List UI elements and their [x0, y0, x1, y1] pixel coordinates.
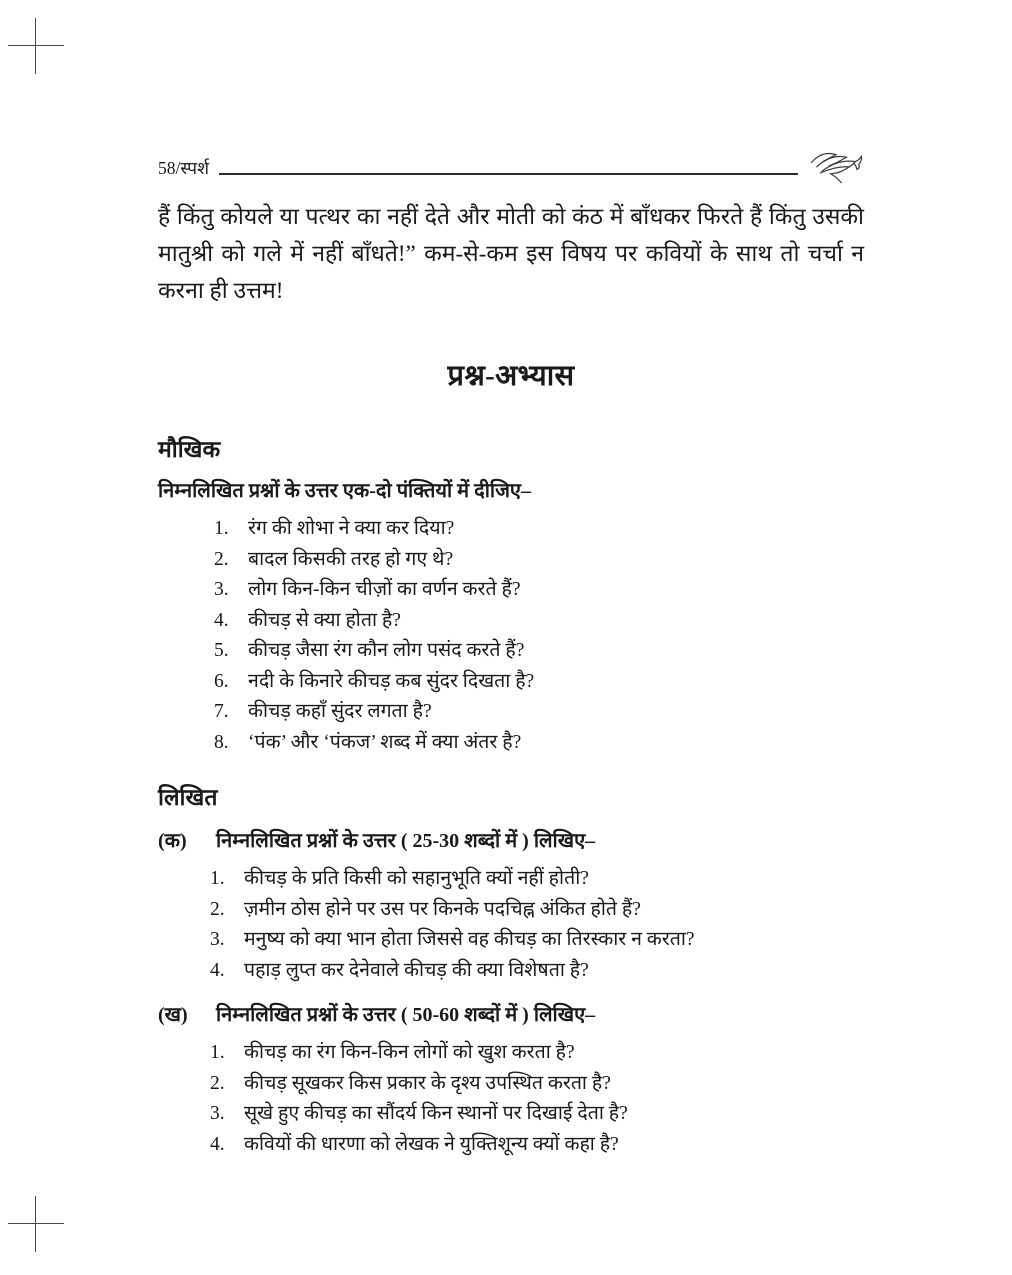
- flying-bird-ornament-icon: [808, 146, 864, 186]
- question-number: 6.: [214, 670, 229, 692]
- written-section-heading: लिखित: [158, 785, 218, 810]
- written-part-ka-instruction-row: [158, 826, 864, 856]
- question-item: [158, 925, 864, 956]
- question-item: [158, 728, 864, 759]
- page-number-label: 58/स्पर्श: [158, 158, 210, 178]
- question-text: ज़मीन ठोस होने पर उस पर किनके पदचिह्न अंकित होते हैं?: [244, 898, 641, 920]
- oral-section-heading: मौखिक: [158, 437, 221, 462]
- written-part-ka-question-list: [158, 864, 864, 986]
- crop-mark-bottom-left: [8, 1196, 64, 1252]
- question-text: नदी के किनारे कीचड़ कब सुंदर दिखता है?: [248, 670, 535, 692]
- question-text: कीचड़ कहाँ सुंदर लगता है?: [248, 701, 432, 722]
- part-label: (ख): [158, 1004, 188, 1026]
- question-number: 3.: [214, 579, 229, 600]
- question-number: 8.: [214, 731, 229, 753]
- question-number: 4.: [210, 959, 225, 981]
- question-item: [158, 1069, 864, 1100]
- question-number: 2.: [210, 1072, 225, 1094]
- exercise-title: प्रश्न-अभ्यास: [447, 360, 575, 392]
- question-text: ‘पंक’ और ‘पंकज’ शब्द में क्या अंतर है?: [248, 731, 522, 753]
- question-number: 2.: [210, 898, 225, 920]
- question-number: 2.: [214, 548, 229, 570]
- page-header: [158, 146, 864, 182]
- question-text: कीचड़ के प्रति किसी को सहानुभूति क्यों नहीं होती?: [244, 868, 589, 889]
- oral-instruction: निम्नलिखित प्रश्नों के उत्तर एक-दो पंक्तियों में दीजिए–: [158, 480, 531, 502]
- question-item: [158, 956, 864, 987]
- question-number: 4.: [214, 609, 229, 631]
- part-instruction: निम्नलिखित प्रश्नों के उत्तर ( 50-60 शब्दों में ) लिखिए–: [216, 1004, 596, 1026]
- question-number: 5.: [214, 640, 229, 661]
- question-number: 1.: [210, 1042, 225, 1063]
- question-number: 7.: [214, 701, 229, 722]
- written-part-kha-instruction-row: [158, 1000, 864, 1030]
- question-item: [158, 636, 864, 667]
- question-text: कीचड़ से क्या होता है?: [248, 609, 401, 631]
- question-text: कीचड़ सूखकर किस प्रकार के दृश्य उपस्थित करता है?: [244, 1072, 611, 1094]
- question-text: कवियों की धारणा को लेखक ने युक्तिशून्य क्यों कहा है?: [244, 1133, 619, 1155]
- question-number: 1.: [214, 518, 229, 539]
- question-item: [158, 606, 864, 637]
- question-text: रंग की शोभा ने क्या कर दिया?: [248, 518, 455, 539]
- question-text: सूखे हुए कीचड़ का सौंदर्य किन स्थानों पर दिखाई देता है?: [244, 1103, 628, 1124]
- part-label: (क): [158, 830, 187, 852]
- question-item: [158, 667, 864, 698]
- part-instruction: निम्नलिखित प्रश्नों के उत्तर ( 25-30 शब्दों में ) लिखिए–: [216, 830, 596, 852]
- question-item: [158, 1099, 864, 1130]
- question-number: 3.: [210, 1103, 225, 1124]
- question-item: [158, 575, 864, 606]
- question-number: 4.: [210, 1133, 225, 1155]
- question-item: [158, 697, 864, 728]
- question-text: कीचड़ जैसा रंग कौन लोग पसंद करते हैं?: [248, 640, 525, 661]
- crop-mark-top-left: [8, 18, 64, 74]
- question-text: बादल किसकी तरह हो गए थे?: [248, 548, 454, 570]
- question-item: [158, 545, 864, 576]
- header-rule: [219, 173, 798, 175]
- page-content: [158, 146, 864, 1170]
- question-item: [158, 864, 864, 895]
- question-item: [158, 1038, 864, 1069]
- question-text: लोग किन-किन चीज़ों का वर्णन करते हैं?: [248, 579, 521, 600]
- intro-paragraph: हैं किंतु कोयले या पत्थर का नहीं देते और मोती को कंठ में बाँधकर फिरते हैं किंतु उसकी मातुश्री को गले में नहीं बाँधते!” कम-से-कम इस विषय पर कवियों के साथ तो चर्चा न करना ही उत्तम!: [158, 204, 864, 303]
- question-text: पहाड़ लुप्त कर देनेवाले कीचड़ की क्या विशेषता है?: [244, 959, 589, 981]
- question-item: [158, 1130, 864, 1161]
- written-part-kha-question-list: [158, 1038, 864, 1160]
- question-text: कीचड़ का रंग किन-किन लोगों को खुश करता है?: [244, 1042, 575, 1063]
- question-number: 3.: [210, 929, 225, 950]
- question-item: [158, 514, 864, 545]
- question-item: [158, 895, 864, 926]
- question-text: मनुष्य को क्या भान होता जिससे वह कीचड़ का तिरस्कार न करता?: [244, 929, 695, 950]
- oral-question-list: [158, 514, 864, 758]
- question-number: 1.: [210, 868, 225, 889]
